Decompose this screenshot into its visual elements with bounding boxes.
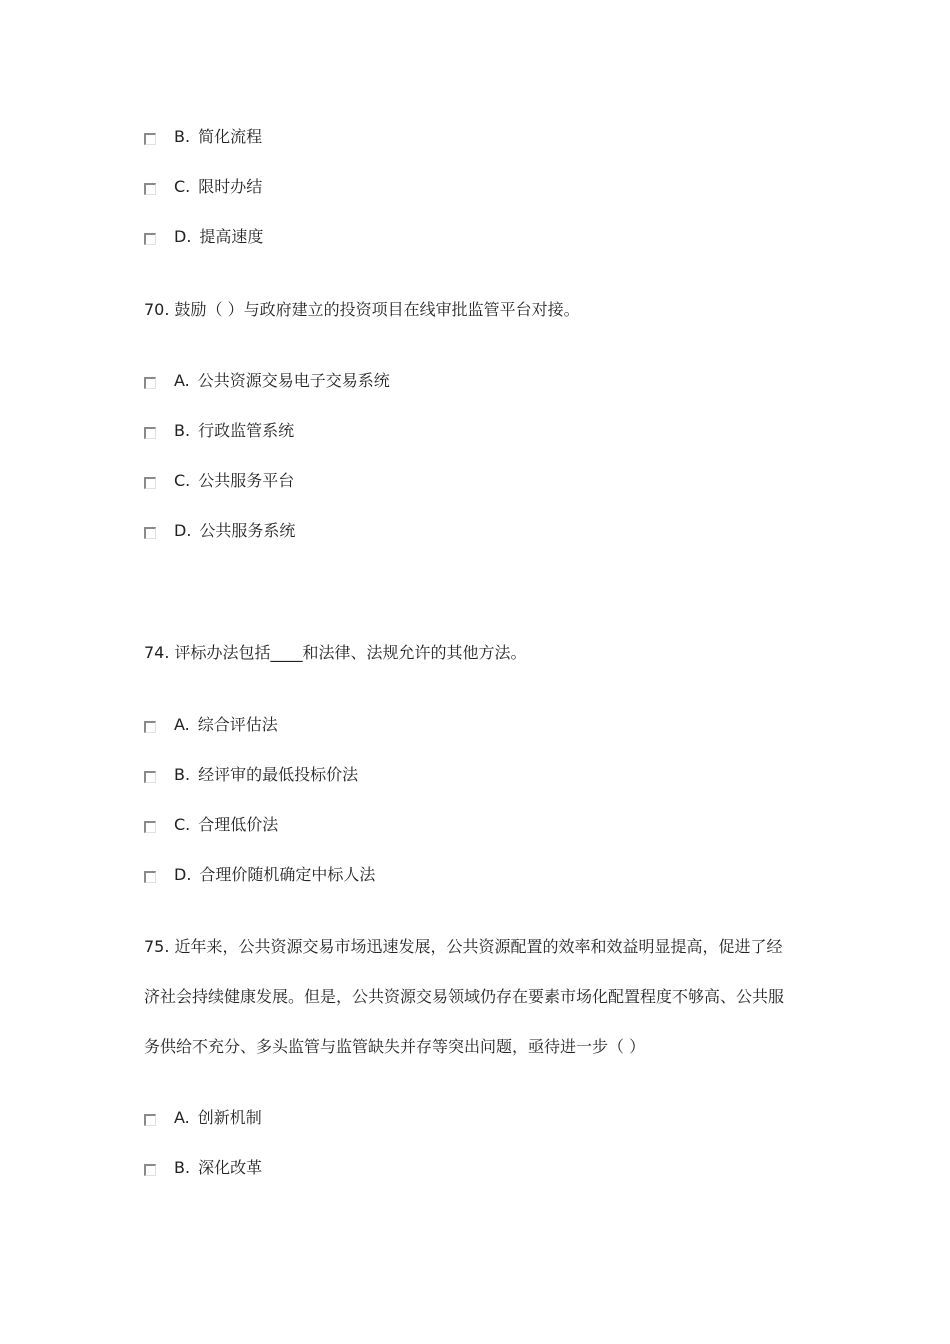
option-label: A. 创新机制 xyxy=(174,1107,262,1127)
q74-option-d[interactable] xyxy=(144,862,375,884)
q74-option-c[interactable] xyxy=(144,812,278,834)
option-label: D. 提高速度 xyxy=(174,226,264,246)
q69-option-c[interactable] xyxy=(144,174,262,196)
checkbox[interactable] xyxy=(144,527,156,539)
option-label: D. 合理价随机确定中标人法 xyxy=(174,864,376,884)
q69-option-d[interactable] xyxy=(144,224,263,246)
option-label: D. 公共服务系统 xyxy=(174,520,296,540)
checkbox[interactable] xyxy=(144,477,156,489)
option-label: B. 经评审的最低投标价法 xyxy=(174,764,359,784)
checkbox[interactable] xyxy=(144,427,156,439)
checkbox[interactable] xyxy=(144,233,156,245)
option-label: C. 公共服务平台 xyxy=(174,470,295,490)
option-label: B. 简化流程 xyxy=(174,126,263,146)
option-label: C. 合理低价法 xyxy=(174,814,279,834)
q75-question-line-2: 济社会持续健康发展。但是，公共资源交易领域仍存在要素市场化配置程度不够高、公共服 xyxy=(144,987,785,1006)
option-label: B. 深化改革 xyxy=(174,1157,263,1177)
option-label: C. 限时办结 xyxy=(174,176,263,196)
q75-question-line-3: 务供给不充分、多头监管与监管缺失并存等突出问题，亟待进一步（ ） xyxy=(144,1037,646,1056)
q70-option-d[interactable] xyxy=(144,518,295,540)
checkbox[interactable] xyxy=(144,133,156,145)
q74-option-a[interactable] xyxy=(144,712,278,734)
q70-option-c[interactable] xyxy=(144,468,294,490)
checkbox[interactable] xyxy=(144,871,156,883)
checkbox[interactable] xyxy=(144,1164,156,1176)
checkbox[interactable] xyxy=(144,183,156,195)
option-label: B. 行政监管系统 xyxy=(174,420,295,440)
option-label: A. 公共资源交易电子交易系统 xyxy=(174,370,390,390)
q70-question: 70. 鼓励（ ）与政府建立的投资项目在线审批监管平台对接。 xyxy=(144,300,580,319)
checkbox[interactable] xyxy=(144,1114,156,1126)
q70-option-b[interactable] xyxy=(144,418,294,440)
checkbox[interactable] xyxy=(144,377,156,389)
q69-option-b[interactable] xyxy=(144,124,262,146)
checkbox[interactable] xyxy=(144,771,156,783)
q75-question-line-1: 75. 近年来，公共资源交易市场迅速发展，公共资源配置的效率和效益明显提高，促进了经 xyxy=(144,937,783,956)
q75-option-a[interactable] xyxy=(144,1105,262,1127)
checkbox[interactable] xyxy=(144,721,156,733)
q74-option-b[interactable] xyxy=(144,762,358,784)
q70-option-a[interactable] xyxy=(144,368,390,390)
checkbox[interactable] xyxy=(144,821,156,833)
option-label: A. 综合评估法 xyxy=(174,714,278,734)
q75-option-b[interactable] xyxy=(144,1155,262,1177)
q74-question: 74. 评标办法包括____和法律、法规允许的其他方法。 xyxy=(144,643,527,662)
